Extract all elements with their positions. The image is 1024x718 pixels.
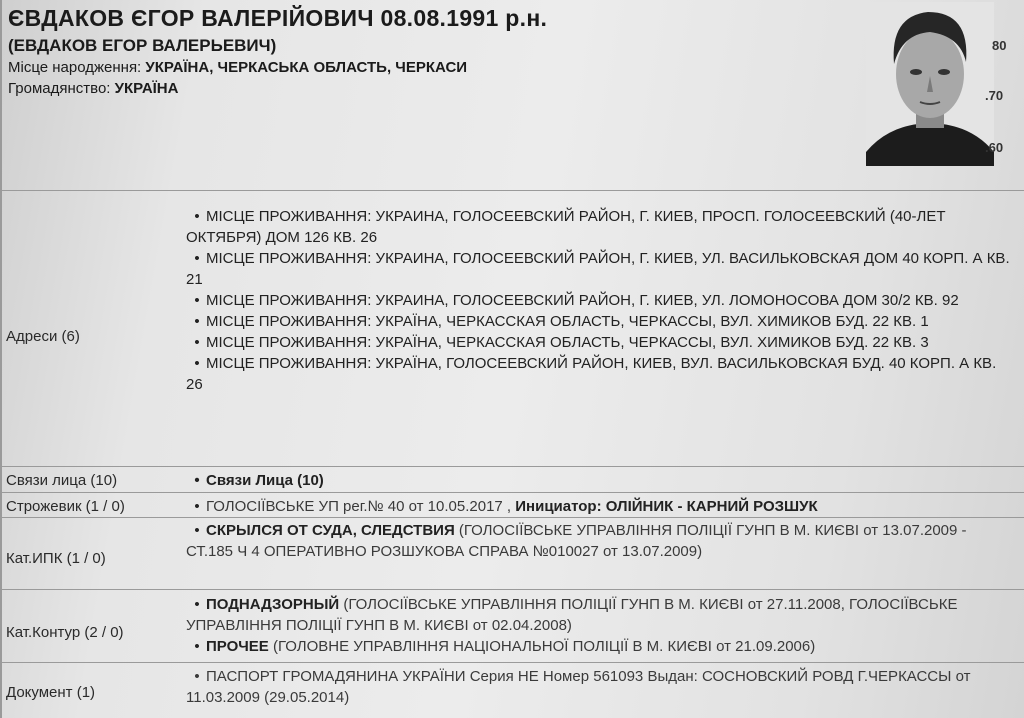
address-item: • МІСЦЕ ПРОЖИВАННЯ: УКРАИНА, ГОЛОСЕЕВСКИЙ РАЙОН, Г. КИЕВ, УЛ. ВАСИЛЬКОВСКАЯ ДОМ 40 КОРП. А КВ. 21 [186,250,1010,288]
person-name-uk: ЄВДАКОВ ЄГОР ВАЛЕРІЙОВИЧ 08.08.1991 р.н. [8,5,548,31]
height-scale-mark: .60 [985,140,1004,155]
citizenship-value: УКРАЇНА [114,80,179,97]
links-link[interactable]: Связи Лица (10) [206,472,324,489]
height-scale-mark: 80 [992,38,1007,53]
divider [0,492,1024,493]
person-header [8,4,547,98]
divider [0,466,1024,467]
left-border [0,0,2,718]
contour-content [186,594,1016,657]
ipk-label: Кат.ИПК (1 / 0) [6,550,106,567]
birthplace-line [8,59,547,77]
passport-info: ПАСПОРТ ГРОМАДЯНИНА УКРАЇНИ Серия НЕ Номер 561093 Выдан: СОСНОВСКИЙ РОВД Г.ЧЕРКАССЫ от 11.03.2009 (29.05.2014) [186,668,971,706]
address-item: • МІСЦЕ ПРОЖИВАННЯ: УКРАИНА, ГОЛОСЕЕВСКИЙ РАЙОН, Г. КИЕВ, УЛ. ЛОМОНОСОВА ДОМ 30/2 КВ. 92 [186,292,959,309]
mugshot-photo [866,2,994,166]
address-item: • МІСЦЕ ПРОЖИВАННЯ: УКРАЇНА, ЧЕРКАССКАЯ ОБЛАСТЬ, ЧЕРКАССЫ, ВУЛ. ХИМИКОВ БУД. 22 КВ. 1 [186,313,929,330]
address-item: • МІСЦЕ ПРОЖИВАННЯ: УКРАЇНА, ГОЛОСЕЕВСКИЙ РАЙОН, КИЕВ, ВУЛ. ВАСИЛЬКОВСКАЯ БУД. 40 КОРП. А КВ. 26 [186,355,997,393]
mugshot-portrait-image [866,2,994,166]
contour-label: Кат.Контур (2 / 0) [6,624,124,641]
addresses-list [186,206,1016,395]
document-content: • ПАСПОРТ ГРОМАДЯНИНА УКРАЇНИ Серия НЕ Номер 561093 Выдан: СОСНОВСКИЙ РОВД Г.ЧЕРКАССЫ от 11.03.2009 (29.05.2014) [186,668,971,706]
watch-main: ГОЛОСІЇВСЬКЕ УП рег.№ 40 от 10.05.2017 , [206,498,512,515]
ipk-detail: (ГОЛОСІЇВСЬКЕ УПРАВЛІННЯ ПОЛІЦІЇ ГУНП В М. КИЄВІ от 13.07.2009 - СТ.185 Ч 4 ОПЕРАТИВНО РОЗШУКОВА СПРАВА №010027 от 13.07.2009) [186,522,967,560]
address-item: • МІСЦЕ ПРОЖИВАННЯ: УКРАИНА, ГОЛОСЕЕВСКИЙ РАЙОН, Г. КИЕВ, ПРОСП. ГОЛОСЕЕВСКИЙ (40-ЛЕТ ОКТЯБРЯ) ДОМ 126 КВ. 26 [186,208,946,246]
divider [0,589,1024,590]
contour-item: • ПРОЧЕЕ (ГОЛОВНЕ УПРАВЛІННЯ НАЦІОНАЛЬНОЇ ПОЛІЦІЇ В М. КИЄВІ от 21.09.2006) [186,638,816,655]
ipk-status: СКРЫЛСЯ ОТ СУДА, СЛЕДСТВИЯ [206,522,455,539]
divider [0,662,1024,663]
links-content: • Связи Лица (10) [186,472,324,489]
address-item: • МІСЦЕ ПРОЖИВАННЯ: УКРАЇНА, ЧЕРКАССКАЯ ОБЛАСТЬ, ЧЕРКАССЫ, ВУЛ. ХИМИКОВ БУД. 22 КВ. 3 [186,334,929,351]
birthplace-label: Місце народження: [8,59,142,76]
watch-initiator: Инициатор: ОЛІЙНИК - КАРНИЙ РОЗШУК [515,498,818,515]
addresses-label: Адреси (6) [6,328,80,345]
watch-content: • ГОЛОСІЇВСЬКЕ УП рег.№ 40 от 10.05.2017 , Инициатор: ОЛІЙНИК - КАРНИЙ РОЗШУК [186,498,818,515]
birthplace-value: УКРАЇНА, ЧЕРКАСЬКА ОБЛАСТЬ, ЧЕРКАСИ [145,59,468,76]
document-label: Документ (1) [6,684,96,701]
divider [0,517,1024,518]
citizenship-line [8,80,547,98]
citizenship-label: Громадянство: [8,80,111,97]
person-name-ru: (ЕВДАКОВ ЕГОР ВАЛЕРЬЕВИЧ) [8,36,277,55]
links-label: Связи лица (10) [6,472,118,489]
watch-label: Строжевик (1 / 0) [6,498,125,515]
ipk-content: • СКРЫЛСЯ ОТ СУДА, СЛЕДСТВИЯ (ГОЛОСІЇВСЬКЕ УПРАВЛІННЯ ПОЛІЦІЇ ГУНП В М. КИЄВІ от 13.07.2009 - СТ.185 Ч 4 ОПЕРАТИВНО РОЗШУКОВА СПРАВА №010027 от 13.07.2009) [186,522,967,560]
divider [0,190,1024,191]
contour-item: • ПОДНАДЗОРНЫЙ (ГОЛОСІЇВСЬКЕ УПРАВЛІННЯ ПОЛІЦІЇ ГУНП В М. КИЄВІ от 27.11.2008, ГОЛОСІЇВСЬКЕ УПРАВЛІННЯ ПОЛІЦІЇ ГУНП В М. КИЄВІ от 02.04.2008) [186,596,958,634]
height-scale-mark: .70 [985,88,1004,103]
